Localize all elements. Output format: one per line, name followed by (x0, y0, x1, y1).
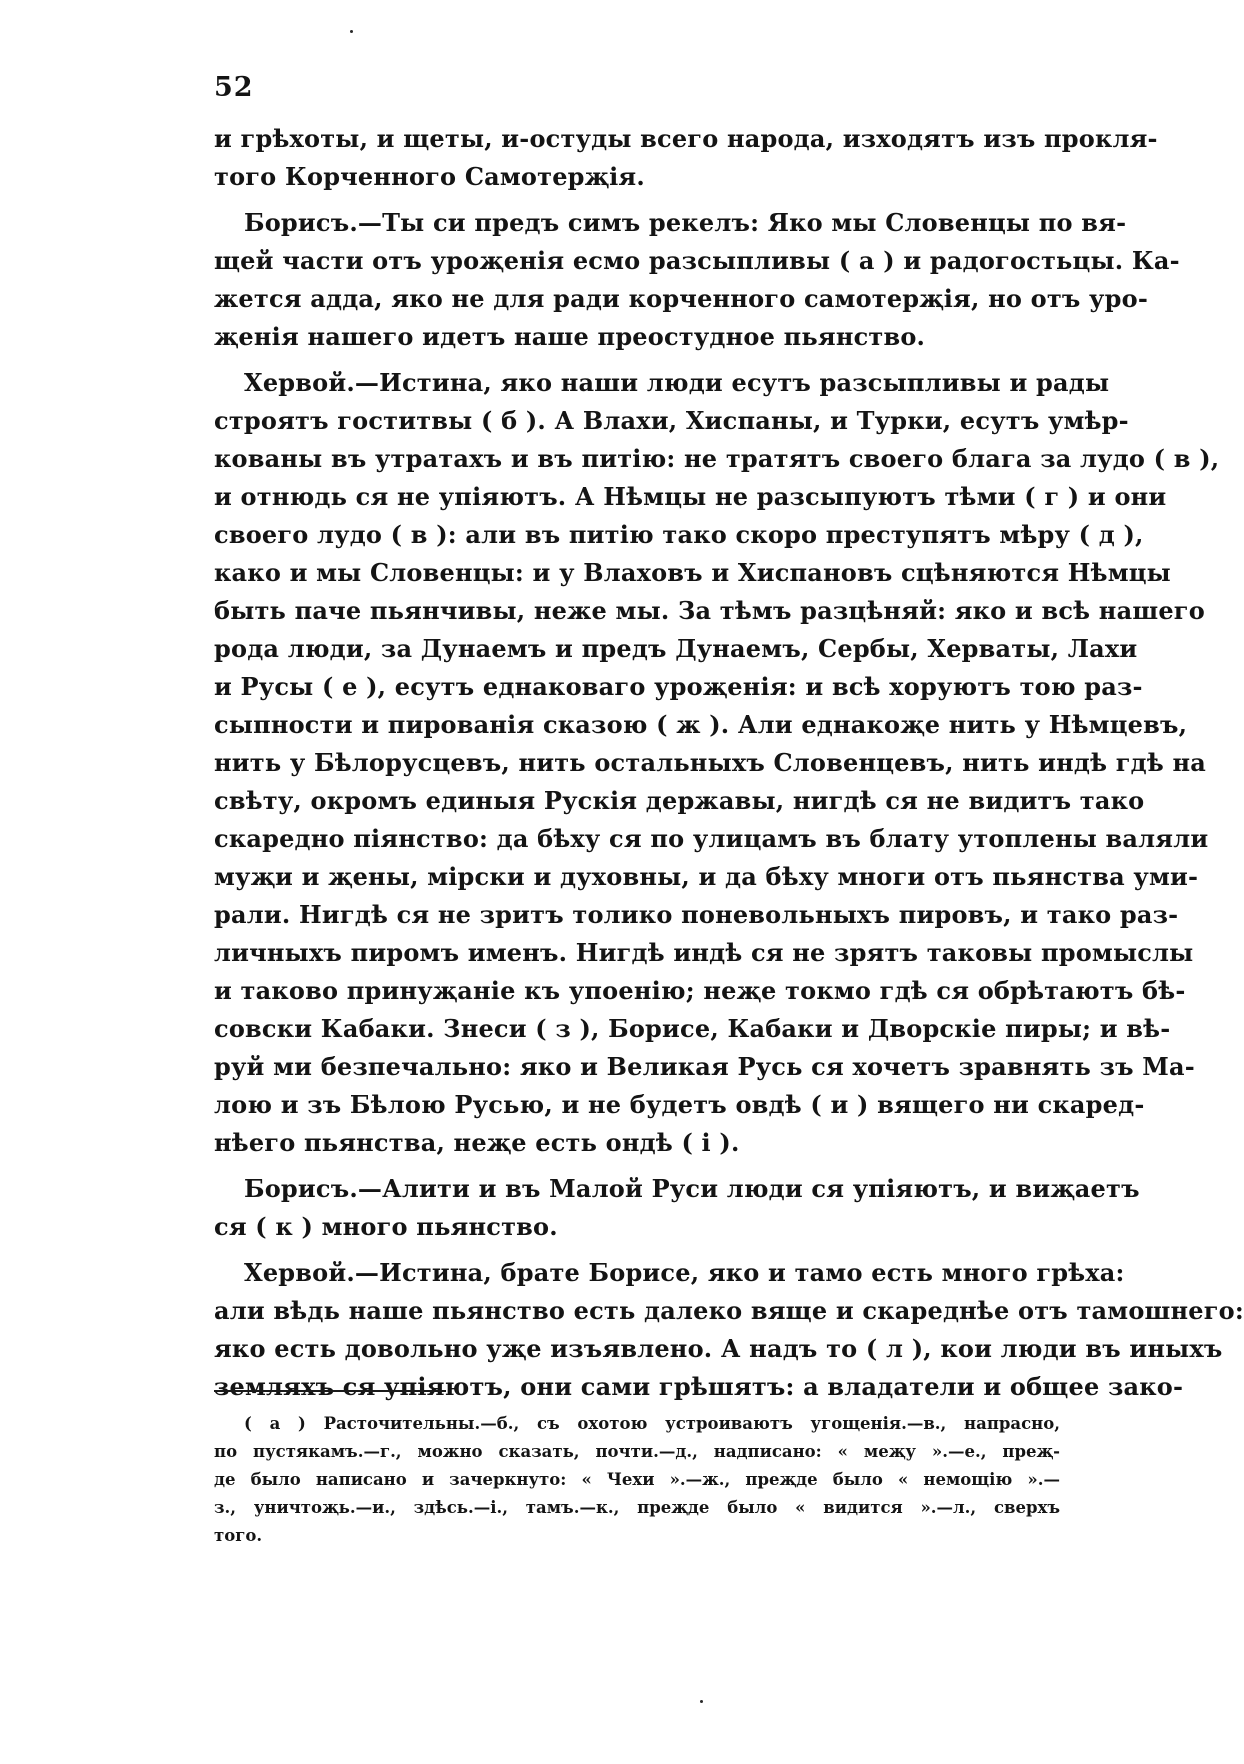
text-line: свѣту, окромъ единыя Рускія державы, нигдѣ ся не видитъ тако (214, 786, 1145, 815)
text-line: лою и зъ Бѣлою Русью, и не будетъ овдѣ ( и ) вящего ни скаред- (214, 1090, 1145, 1119)
text-line: Борисъ.—Ты си предъ симъ рекелъ: Яко мы Словенцы по вя- (244, 208, 1127, 237)
text-line: рода люди, за Дунаемъ и предъ Дунаемъ, Сербы, Херваты, Лахи (214, 634, 1138, 663)
paragraph-gap (214, 1246, 1060, 1254)
text-line: нить у Бѣлорусцевъ, нить остальныхъ Словенцевъ, нить индѣ гдѣ на (214, 748, 1206, 777)
paragraph-gap (214, 196, 1060, 204)
text-line: щей части отъ уроҗенія есмо разсыпливы ( а ) и радогостьцы. Ка- (214, 246, 1180, 275)
text-line: и грѣхоты, и щеты, и-остуды всего народа, изходятъ изъ прокля- (214, 124, 1158, 153)
text-line: яко есть довольно уҗе изъявлено. А надъ то ( л ), кои люди въ иныхъ (214, 1334, 1223, 1363)
text-line: җенія нашего идетъ наше преостудное пьянство. (214, 322, 926, 351)
text-line: того Корченного Самотерҗія. (214, 162, 645, 191)
text-line: совски Кабаки. Знеси ( з ), Борисе, Кабаки и Дворскіе пиры; и вѣ- (214, 1014, 1171, 1043)
text-line: ся ( к ) много пьянство. (214, 1212, 558, 1241)
text-line: рали. Нигдѣ ся не зритъ толико поневольныхъ пировъ, и тако раз- (214, 900, 1179, 929)
text-line: руй ми безпечально: яко и Великая Русь ся хочетъ зравнять зъ Ма- (214, 1052, 1195, 1081)
text-line: нѣего пьянства, неҗе есть ондѣ ( і ). (214, 1128, 740, 1157)
footnote-separator (214, 1390, 446, 1392)
text-line: жется адда, яко не для ради корченного самотерҗія, но отъ уро- (214, 284, 1148, 313)
text-line: быть паче пьянчивы, неже мы. За тѣмъ разцѣняй: яко и всѣ нашего (214, 596, 1205, 625)
text-line: али вѣдь наше пьянство есть далеко вяще и скареднѣе отъ тамошнего: (214, 1296, 1244, 1325)
text-line: кованы въ утратахъ и въ питію: не тратятъ своего блага за лудо ( в ), (214, 444, 1220, 473)
text-line: и таково принуҗаніе къ упоенію; неҗе токмо гдѣ ся обрѣтаютъ бѣ- (214, 976, 1186, 1005)
footnote-line: по пустякамъ.—г., можно сказать, почти.—д., надписано: « меҗу ».—е., преҗ- (214, 1442, 1060, 1461)
footnote-line: ( а ) Расточительны.—б., съ охотою устроиваютъ угощенія.—в., напрасно, (244, 1414, 1060, 1433)
print-speck (700, 1700, 703, 1703)
paragraph-gap (214, 356, 1060, 364)
text-line: и отнюдь ся не упіяютъ. А Нѣмцы не разсыпуютъ тѣми ( г ) и они (214, 482, 1167, 511)
footnote-line: з., уничтоҗь.—и., здѣсь.—і., тамъ.—к., преҗде было « видится ».—л., сверхъ (214, 1498, 1060, 1517)
footnote-line: того. (214, 1526, 263, 1545)
main-text (214, 120, 1244, 1406)
text-line: муҗи и җены, мірски и духовны, и да бѣху многи отъ пьянства уми- (214, 862, 1199, 891)
text-line: своего лудо ( в ): али въ питію тако скоро преступятъ мѣру ( д ), (214, 520, 1144, 549)
text-line: земляхъ ся упіяютъ, они сами грѣшятъ: а владатели и общее зако- (214, 1372, 1184, 1401)
text-line: Хервой.—Истина, брате Борисе, яко и тамо есть много грѣха: (244, 1258, 1125, 1287)
text-line: скаредно піянство: да бѣху ся по улицамъ въ блату утоплены валяли (214, 824, 1209, 853)
text-line: и Русы ( е ), есутъ еднаковаго уроҗенія: и всѣ хоруютъ тою раз- (214, 672, 1143, 701)
page-number: 52 (214, 72, 254, 103)
footnotes (214, 1410, 1060, 1550)
text-line: Борисъ.—Алити и въ Малой Руси люди ся упіяютъ, и виҗаетъ (244, 1174, 1140, 1203)
text-line: Хервой.—Истина, яко наши люди есутъ разсыпливы и рады (244, 368, 1110, 397)
text-line: личныхъ пиромъ именъ. Нигдѣ индѣ ся не зрятъ таковы промыслы (214, 938, 1194, 967)
text-line: сыпности и пированія сказою ( ж ). Али еднакоҗе нить у Нѣмцевъ, (214, 710, 1188, 739)
text-line: како и мы Словенцы: и у Влаховъ и Хиспановъ сцѣняются Нѣмцы (214, 558, 1171, 587)
footnote-line: де было написано и зачеркнуто: « Чехи ».—ж., преҗде было « немощію ».— (214, 1470, 1060, 1489)
text-line: строятъ гоститвы ( б ). А Влахи, Хиспаны, и Турки, есутъ умѣр- (214, 406, 1129, 435)
print-speck (350, 30, 353, 33)
paragraph-gap (214, 1162, 1060, 1170)
